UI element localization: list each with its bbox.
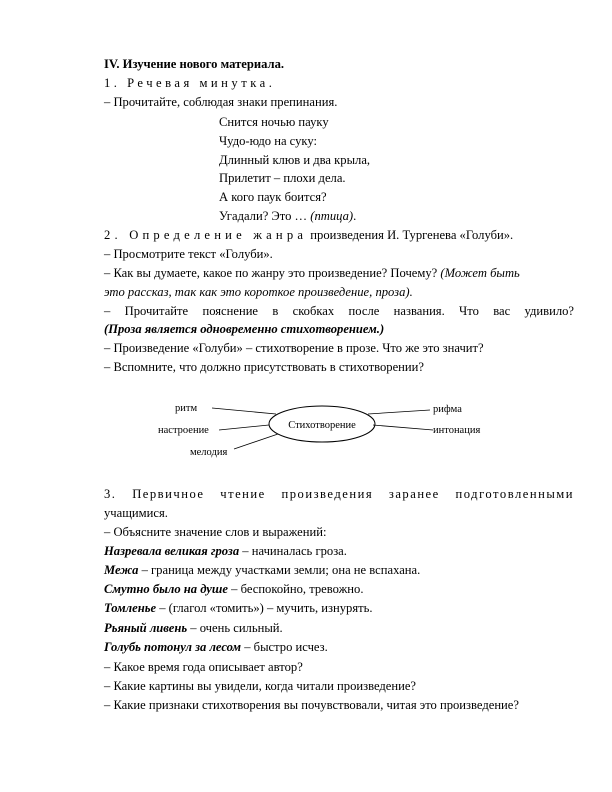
genre-title-spaced: 2. Определение жанра — [104, 228, 308, 242]
vocab-definition: – беспокойно, тревожно. — [227, 582, 364, 596]
vocab-term: Назревала великая гроза — [104, 544, 240, 558]
poem-features-diagram — [150, 392, 495, 462]
poem-line: Снится ночью пауку — [219, 115, 329, 129]
diagram-label-rhythm: ритм — [175, 403, 198, 414]
question-2-answer-end: это рассказ, так как это короткое произведение, проза). — [104, 285, 413, 299]
vocab-item — [104, 621, 283, 636]
genre-title-rest: произведения И. Тургенева «Голуби». — [307, 228, 514, 242]
question-5: – Вспомните, что должно присутствовать в стихотворении? — [104, 360, 424, 374]
vocab-definition: – (глагол «томить») – мучить, изнурять. — [156, 601, 373, 615]
vocab-definition: – начиналась гроза. — [239, 544, 347, 558]
question-2-answer-start: (Может быть — [440, 266, 520, 280]
riddle-answer: (птица) — [310, 209, 354, 223]
poem-line: Прилетит – плохи дела. — [219, 171, 346, 185]
reading-question: – Какие картины вы увидели, когда читали произведение? — [104, 679, 417, 693]
connector-mood — [219, 425, 269, 430]
diagram-center-label: Стихотворение — [288, 420, 356, 431]
diagram-label-rhyme: рифма — [433, 404, 462, 415]
riddle-period: . — [353, 209, 357, 223]
connector-rhythm — [212, 408, 276, 414]
question-2 — [104, 266, 520, 281]
question-4: – Произведение «Голуби» – стихотворение в прозе. Что же это значит? — [104, 341, 484, 355]
question-1: – Просмотрите текст «Голуби». — [104, 247, 273, 261]
reading-title-end: учащимися. — [104, 506, 168, 520]
diagram-label-intonation: интонация — [433, 425, 481, 436]
vocab-term: Голубь потонул за лесом — [104, 640, 242, 654]
riddle-text: Угадали? Это … — [219, 209, 311, 223]
vocab-item — [104, 601, 373, 616]
vocab-definition: – граница между участками земли; она не вспахана. — [138, 563, 421, 577]
vocab-term: Томленье — [104, 601, 157, 615]
vocab-definition: – очень сильный. — [187, 621, 283, 635]
diagram-label-melody: мелодия — [190, 447, 228, 458]
question-2-text: – Как вы думаете, какое по жанру это произведение? Почему? — [104, 266, 441, 280]
connector-intonation — [373, 425, 433, 430]
reading-question: – Какое время года описывает автор? — [104, 660, 303, 674]
genre-title — [104, 228, 513, 243]
vocab-instruction: – Объясните значение слов и выражений: — [104, 525, 327, 539]
vocab-term: Смутно было на душе — [104, 582, 228, 596]
poem-instruction: – Прочитайте, соблюдая знаки препинания. — [104, 95, 338, 109]
poem-line: Длинный клюв и два крыла, — [219, 153, 371, 167]
speech-minute-title: 1. Речевая минутка. — [104, 76, 276, 90]
vocab-item — [104, 582, 363, 597]
vocab-item — [104, 544, 347, 559]
question-3: – Прочитайте пояснение в скобках после названия. Что вас удивило? — [104, 304, 574, 318]
poem-line: А кого паук боится? — [219, 190, 327, 204]
question-3-answer: (Проза является одновременно стихотворением.) — [104, 322, 385, 336]
vocab-definition: – быстро исчез. — [241, 640, 328, 654]
vocab-item — [104, 640, 328, 655]
section-heading: IV. Изучение нового материала. — [104, 57, 285, 71]
connector-rhyme — [368, 410, 430, 414]
poem-line: Чудо-юдо на суку: — [219, 134, 317, 148]
vocab-term: Рьяный ливень — [104, 621, 188, 635]
poem-riddle-line — [219, 209, 356, 224]
connector-melody — [234, 434, 278, 449]
reading-question: – Какие признаки стихотворения вы почувствовали, читая это произведение? — [104, 698, 519, 712]
vocab-item — [104, 563, 420, 578]
reading-title: 3. Первичное чтение произведения заранее подготовленными — [104, 487, 574, 501]
diagram-label-mood: настроение — [158, 425, 209, 436]
vocab-term: Межа — [104, 563, 139, 577]
